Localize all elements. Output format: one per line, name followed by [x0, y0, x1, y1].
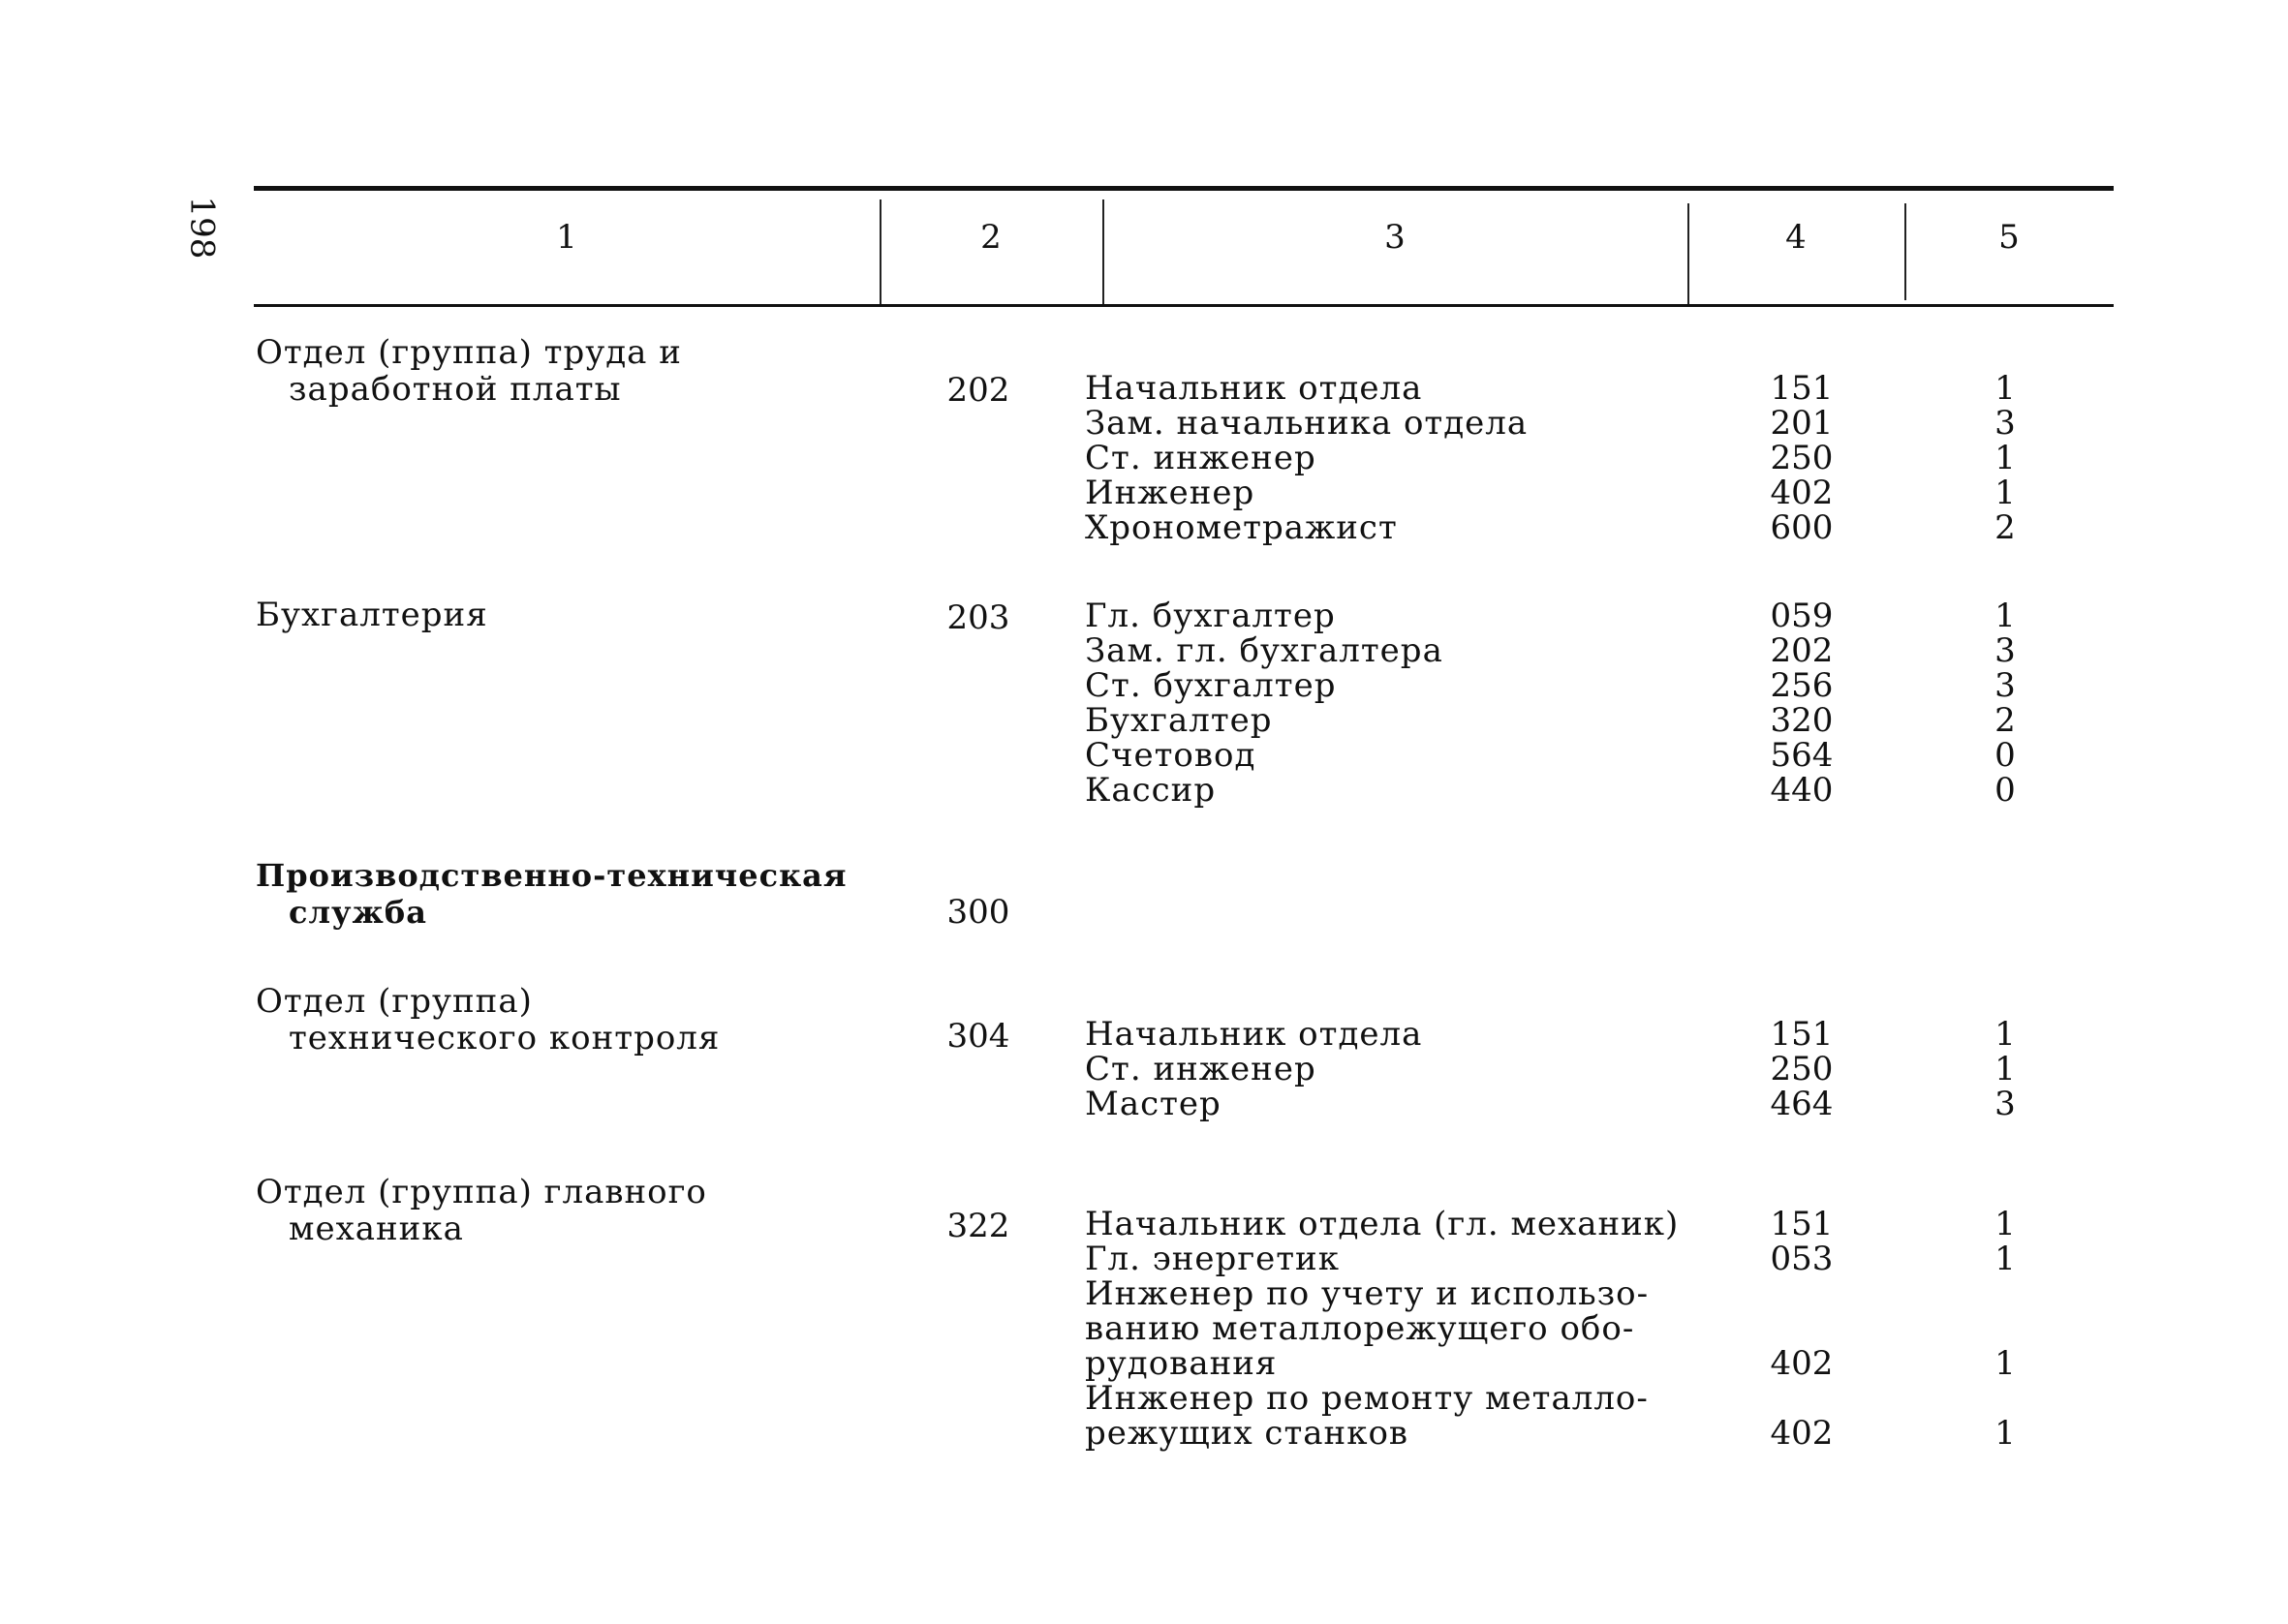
dept-line-2: служба — [289, 894, 427, 931]
spacer — [1763, 1311, 1840, 1346]
page-number: 198 — [182, 196, 222, 260]
position-title: Инженер — [1085, 474, 1255, 512]
dept-code: 300 — [946, 893, 1010, 932]
position-count: 1 — [1994, 1205, 2016, 1243]
position-title-line: рудования — [1085, 1344, 1278, 1383]
position-count: 1 — [1994, 1050, 2016, 1088]
position-count-list — [1966, 1207, 2044, 1451]
position-count-list — [1966, 371, 2044, 545]
position-title: Кассир — [1085, 771, 1217, 810]
position-code: 202 — [1770, 631, 1834, 670]
position-count: 3 — [1994, 1085, 2016, 1123]
position-title: Гл. бухгалтер — [1085, 597, 1336, 635]
position-list — [1085, 371, 1528, 545]
position-title: Ст. инженер — [1085, 439, 1316, 477]
position-count: 1 — [1994, 597, 2016, 635]
position-count: 3 — [1994, 666, 2016, 705]
position-count: 1 — [1994, 474, 2016, 512]
position-title-line: Инженер по учету и использо- — [1085, 1274, 1650, 1313]
dept-code: 203 — [946, 598, 1010, 637]
position-count: 1 — [1994, 1015, 2016, 1054]
position-code: 250 — [1770, 1050, 1834, 1088]
dept-line-1: Отдел (группа) — [256, 982, 533, 1021]
position-code: 053 — [1770, 1240, 1834, 1278]
position-title: Начальник отдела — [1085, 369, 1423, 408]
position-code: 402 — [1770, 1344, 1834, 1383]
position-code: 440 — [1770, 771, 1834, 810]
position-title: Мастер — [1085, 1085, 1221, 1123]
position-code: 151 — [1770, 369, 1834, 408]
position-title: Зам. начальника отдела — [1085, 404, 1529, 443]
position-code: 402 — [1770, 474, 1834, 512]
table-header-rule — [254, 304, 2114, 307]
position-title: Начальник отдела — [1085, 1015, 1423, 1054]
dept-line-1: Отдел (группа) главного — [256, 1173, 707, 1211]
position-count: 1 — [1994, 1240, 2016, 1278]
dept-code: 322 — [946, 1207, 1010, 1245]
position-code: 059 — [1770, 597, 1834, 635]
position-title: Бухгалтер — [1085, 701, 1273, 740]
position-code: 250 — [1770, 439, 1834, 477]
position-count-list — [1966, 1017, 2044, 1121]
position-count: 2 — [1994, 508, 2016, 547]
position-list — [1085, 1017, 1422, 1121]
position-count: 3 — [1994, 631, 2016, 670]
position-count: 2 — [1994, 701, 2016, 740]
dept-line-1: Отдел (группа) труда и — [256, 333, 682, 372]
position-code: 464 — [1770, 1085, 1834, 1123]
spacer — [1966, 1381, 2044, 1416]
position-count: 1 — [1994, 1414, 2016, 1453]
position-code-list — [1763, 1207, 1840, 1451]
position-list — [1085, 1207, 1679, 1451]
position-list — [1085, 598, 1443, 808]
header-col-5: 5 — [1998, 218, 2020, 257]
position-code-list — [1763, 371, 1840, 545]
position-count: 1 — [1994, 369, 2016, 408]
position-title: Зам. гл. бухгалтера — [1085, 631, 1443, 670]
spacer — [1763, 1381, 1840, 1416]
spacer — [1966, 1276, 2044, 1311]
position-code: 151 — [1770, 1205, 1834, 1243]
position-title-line: Инженер по ремонту металло- — [1085, 1379, 1649, 1418]
position-title: Гл. энергетик — [1085, 1240, 1340, 1278]
position-code: 320 — [1770, 701, 1834, 740]
dept-line-2: технического контроля — [289, 1019, 721, 1057]
dept-line-1: Производственно-техническая — [256, 857, 848, 894]
position-title: Ст. инженер — [1085, 1050, 1316, 1088]
position-title: Начальник отдела (гл. механик) — [1085, 1205, 1680, 1243]
dept-name — [256, 857, 848, 931]
dept-line-1: Бухгалтерия — [256, 596, 488, 634]
dept-code: 202 — [946, 371, 1010, 410]
position-title: Ст. бухгалтер — [1085, 666, 1337, 705]
position-count: 3 — [1994, 404, 2016, 443]
header-col-4: 4 — [1785, 218, 1807, 257]
dept-name — [256, 983, 720, 1057]
position-code-list — [1763, 598, 1840, 808]
dept-line-2: механика — [289, 1210, 464, 1248]
table-top-rule — [254, 186, 2114, 191]
dept-line-2: заработной платы — [289, 370, 622, 409]
dept-name — [256, 597, 488, 633]
position-code: 402 — [1770, 1414, 1834, 1453]
spacer — [1763, 1276, 1840, 1311]
position-code-list — [1763, 1017, 1840, 1121]
dept-name — [256, 1174, 707, 1247]
position-count: 0 — [1994, 771, 2016, 810]
header-col-1: 1 — [556, 218, 577, 257]
position-code: 256 — [1770, 666, 1834, 705]
position-title: Счетовод — [1085, 736, 1256, 775]
dept-name — [256, 334, 682, 408]
position-code: 600 — [1770, 508, 1834, 547]
spacer — [1966, 1311, 2044, 1346]
header-col-3: 3 — [1384, 218, 1406, 257]
position-title-line: режущих станков — [1085, 1414, 1409, 1453]
position-count: 0 — [1994, 736, 2016, 775]
position-code: 151 — [1770, 1015, 1834, 1054]
position-title-line: ванию металлорежущего обо- — [1085, 1309, 1635, 1348]
position-title: Хронометражист — [1085, 508, 1398, 547]
position-code: 564 — [1770, 736, 1834, 775]
header-col-2: 2 — [980, 218, 1002, 257]
position-code: 201 — [1770, 404, 1834, 443]
position-count-list — [1966, 598, 2044, 808]
position-count: 1 — [1994, 1344, 2016, 1383]
position-count: 1 — [1994, 439, 2016, 477]
dept-code: 304 — [946, 1017, 1010, 1056]
header-separator-3 — [1687, 203, 1689, 304]
